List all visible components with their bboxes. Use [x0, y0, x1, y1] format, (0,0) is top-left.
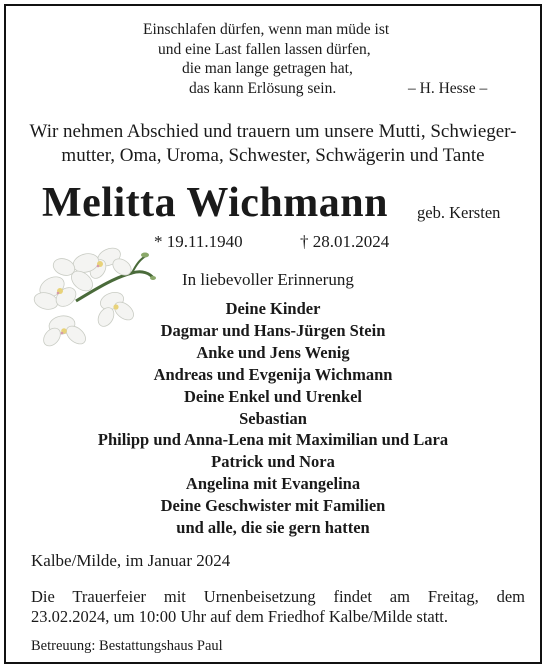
mourner-line: Andreas und Evgenija Wichmann [153, 364, 393, 384]
service-line: 23.02.2024, um 10:00 Uhr auf dem Friedhof Kalbe/Milde statt. [31, 607, 449, 626]
poem-line: und eine Last fallen lassen dürfen, [158, 40, 371, 58]
intro-line: Wir nehmen Abschied und trauern um unsere Mutti, Schwieger- [29, 121, 517, 142]
poem-line: die man lange getragen hat, [182, 60, 353, 77]
mourner-line: Patrick und Nora [211, 452, 335, 472]
place-date: Kalbe/Milde, im Januar 2024 [31, 551, 231, 570]
mourners-list [6, 298, 540, 539]
mourner-line: Anke und Jens Wenig [196, 342, 350, 362]
death-date: † 28.01.2024 [300, 232, 390, 251]
intro-line: mutter, Oma, Uroma, Schwester, Schwägerin und Tante [61, 145, 485, 166]
mourner-line: Philipp und Anna-Lena mit Maximilian und Lara [97, 430, 449, 450]
poem-author: – H. Hesse – [408, 79, 488, 97]
funeral-home: Betreuung: Bestattungshaus Paul [31, 638, 223, 654]
deceased-name: Melitta Wichmann [42, 180, 388, 226]
mourner-line: Deine Geschwister mit Familien [160, 496, 386, 516]
mourner-line: Angelina mit Evangelina [185, 474, 361, 494]
mourner-line: und alle, die sie gern hatten [176, 518, 370, 538]
birth-name: geb. Kersten [417, 203, 501, 222]
mourner-line: Sebastian [239, 408, 307, 428]
service-info [31, 587, 525, 627]
birth-date: * 19.11.1940 [154, 232, 243, 251]
intro-text [6, 120, 540, 168]
mourner-line: Deine Kinder [225, 299, 321, 318]
mourner-line: Deine Enkel und Urenkel [183, 386, 363, 406]
mourner-line: Dagmar und Hans-Jürgen Stein [160, 320, 386, 340]
memory-line: In liebevoller Erinnerung [182, 270, 354, 289]
service-line: Die Trauerfeier mit Urnenbeisetzung findet am Freitag, dem [31, 587, 525, 606]
poem-line: das kann Erlösung sein. [189, 79, 337, 97]
obituary-frame [4, 4, 542, 664]
poem-line: Einschlafen dürfen, wenn man müde ist [143, 21, 390, 38]
